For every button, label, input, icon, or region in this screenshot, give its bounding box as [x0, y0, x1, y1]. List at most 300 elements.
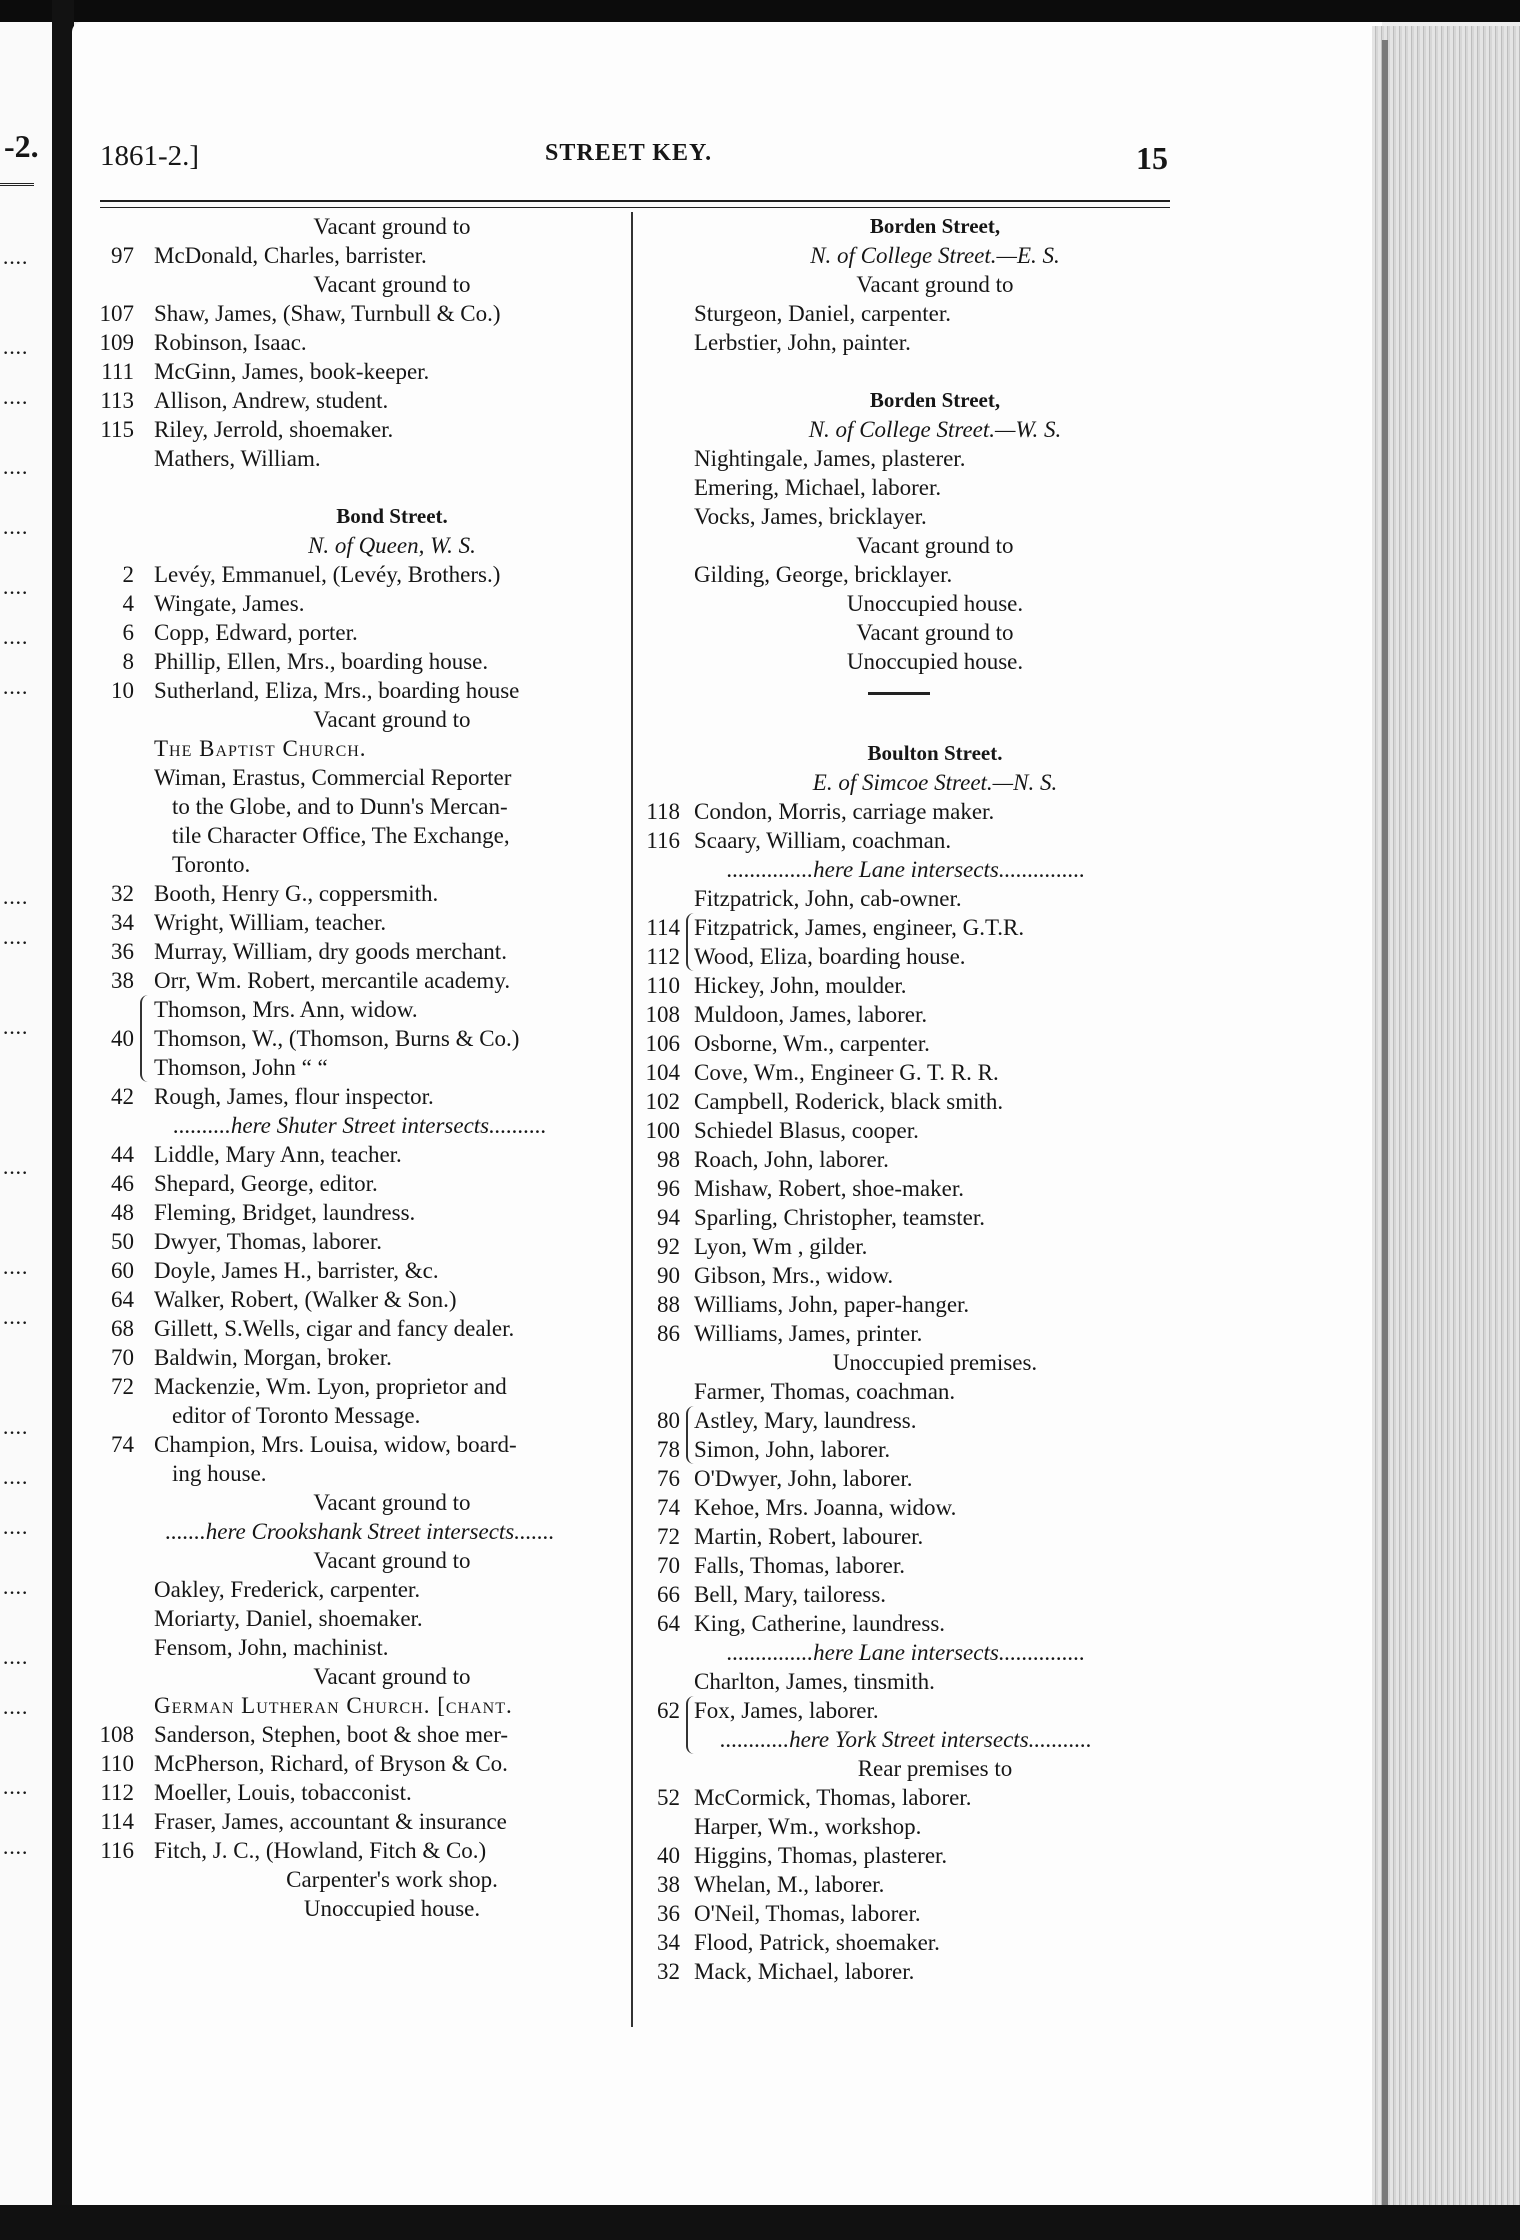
house-number: 44 — [111, 1142, 134, 1167]
house-number: 116 — [646, 828, 680, 853]
directory-entry — [636, 270, 1176, 299]
directory-entry — [90, 589, 630, 618]
house-number: 60 — [111, 1258, 134, 1283]
leader-dots: ···· — [2, 630, 28, 655]
directory-entry — [636, 1464, 1176, 1493]
directory-entry — [90, 299, 630, 328]
directory-entry — [636, 1580, 1176, 1609]
house-number: 64 — [657, 1611, 680, 1636]
entry-text: Cove, Wm., Engineer G. T. R. R. — [694, 1060, 999, 1085]
directory-entry — [636, 560, 1176, 589]
entry-text: Murray, William, dry goods merchant. — [154, 939, 507, 964]
directory-entry — [90, 1285, 630, 1314]
house-number: 109 — [99, 330, 134, 355]
house-number: 38 — [657, 1872, 680, 1897]
house-number: 38 — [111, 968, 134, 993]
entry-text: Williams, James, printer. — [694, 1321, 923, 1346]
house-number: 102 — [645, 1089, 680, 1114]
house-number: 116 — [100, 1838, 134, 1863]
leader-dots: ···· — [2, 890, 28, 915]
house-number: 110 — [646, 973, 680, 998]
leader-dots: ···· — [2, 1310, 28, 1335]
facing-page-rule — [0, 183, 34, 189]
house-number: 110 — [100, 1751, 134, 1776]
house-number: 86 — [657, 1321, 680, 1346]
leader-dots: ···· — [2, 460, 28, 485]
street-heading — [636, 739, 1176, 768]
house-number: 40 — [111, 1026, 134, 1051]
entry-text: Roach, John, laborer. — [694, 1147, 889, 1172]
entry-text: Charlton, James, tinsmith. — [694, 1669, 935, 1694]
directory-entry — [90, 560, 630, 589]
directory-entry — [90, 879, 630, 908]
leader-dots: ···· — [2, 1160, 28, 1185]
directory-entry — [90, 821, 630, 850]
directory-entry — [90, 1488, 630, 1517]
entry-text: N. of College Street.—E. S. — [810, 243, 1060, 268]
directory-entry — [636, 797, 1176, 826]
house-number: 108 — [99, 1722, 134, 1747]
spacer — [636, 357, 1176, 386]
entry-text: Shepard, George, editor. — [154, 1171, 378, 1196]
entry-text: ...............here Lane intersects............... — [726, 857, 1086, 882]
directory-entry — [90, 1662, 630, 1691]
leader-dots: ···· — [2, 1700, 28, 1725]
house-number: 36 — [657, 1901, 680, 1926]
directory-entry — [90, 1372, 630, 1401]
entry-text: Mishaw, Robert, shoe-maker. — [694, 1176, 964, 1201]
entry-text: Vacant ground to — [856, 620, 1014, 645]
entry-text: ..........here Shuter Street intersects.......... — [173, 1113, 547, 1138]
street-heading — [636, 386, 1176, 415]
entry-text: O'Neil, Thomas, laborer. — [694, 1901, 921, 1926]
entry-text: King, Catherine, laundress. — [694, 1611, 946, 1636]
entry-text: ...............here Lane intersects............... — [726, 1640, 1086, 1665]
directory-entry — [636, 618, 1176, 647]
directory-entry — [90, 705, 630, 734]
book-gutter — [52, 0, 74, 2240]
entry-text: Falls, Thomas, laborer. — [694, 1553, 906, 1578]
directory-entry — [90, 1169, 630, 1198]
directory-entry — [90, 1430, 630, 1459]
house-number: 74 — [657, 1495, 680, 1520]
grouping-brace — [686, 913, 694, 971]
directory-entry — [90, 1546, 630, 1575]
grouping-brace — [140, 995, 148, 1082]
entry-text: Vacant ground to — [856, 272, 1014, 297]
entry-text: Unoccupied house. — [303, 1896, 481, 1921]
entry-text: Wood, Eliza, boarding house. — [694, 944, 966, 969]
entry-text: Unoccupied house. — [846, 591, 1024, 616]
directory-entry — [636, 1058, 1176, 1087]
house-number: 98 — [657, 1147, 680, 1172]
directory-entry — [90, 1198, 630, 1227]
intersection-note — [636, 1725, 1176, 1754]
section-divider — [636, 676, 1176, 710]
directory-entry — [636, 971, 1176, 1000]
house-number: 2 — [122, 562, 134, 587]
entry-text: Harper, Wm., workshop. — [694, 1814, 922, 1839]
spacer — [636, 710, 1176, 739]
entry-text: Levéy, Emmanuel, (Levéy, Brothers.) — [154, 562, 501, 587]
directory-entry — [636, 647, 1176, 676]
directory-entry — [636, 1783, 1176, 1812]
directory-entry — [90, 1343, 630, 1372]
entry-text: Wiman, Erastus, Commercial Reporter — [154, 765, 512, 790]
entry-text: Higgins, Thomas, plasterer. — [694, 1843, 948, 1868]
leader-dots: ···· — [2, 1520, 28, 1545]
leader-dots: ···· — [2, 1650, 28, 1675]
house-number: 52 — [657, 1785, 680, 1810]
entry-text: Sturgeon, Daniel, carpenter. — [694, 301, 951, 326]
entry-text: Vacant ground to — [313, 707, 471, 732]
street-heading — [90, 502, 630, 531]
intersection-note — [90, 1111, 630, 1140]
entry-text: Hickey, John, moulder. — [694, 973, 907, 998]
entry-text: Lerbstier, John, painter. — [694, 330, 911, 355]
leader-dots: ···· — [2, 1840, 28, 1865]
entry-text: Fraser, James, accountant & insurance — [154, 1809, 507, 1834]
directory-entry — [90, 734, 630, 763]
entry-text: Thomson, John “ “ — [154, 1055, 328, 1080]
house-number: 106 — [645, 1031, 680, 1056]
directory-entry — [636, 1522, 1176, 1551]
directory-entry — [636, 1377, 1176, 1406]
house-number: 112 — [100, 1780, 134, 1805]
running-header-title: STREET KEY. — [545, 140, 713, 166]
entry-text: Mathers, William. — [154, 446, 321, 471]
house-number: 34 — [111, 910, 134, 935]
entry-text: Mack, Michael, laborer. — [694, 1959, 915, 1984]
house-number: 72 — [657, 1524, 680, 1549]
entry-text: Vocks, James, bricklayer. — [694, 504, 927, 529]
directory-entry — [636, 884, 1176, 913]
directory-entry — [636, 1145, 1176, 1174]
house-number: 64 — [111, 1287, 134, 1312]
street-location — [636, 768, 1176, 797]
house-number: 8 — [122, 649, 134, 674]
entry-text: Vacant ground to — [313, 214, 471, 239]
directory-entry — [90, 1604, 630, 1633]
directory-entry — [636, 1406, 1176, 1435]
house-number: 70 — [111, 1345, 134, 1370]
entry-text: Unoccupied house. — [846, 649, 1024, 674]
house-number: 32 — [111, 881, 134, 906]
directory-entry — [90, 328, 630, 357]
entry-text: Campbell, Roderick, black smith. — [694, 1089, 1004, 1114]
directory-entry — [90, 1894, 630, 1923]
entry-text: Bell, Mary, tailoress. — [694, 1582, 887, 1607]
leader-dots: ···· — [2, 1020, 28, 1045]
directory-entry — [90, 763, 630, 792]
directory-entry — [90, 1459, 630, 1488]
entry-text: Dwyer, Thomas, laborer. — [154, 1229, 382, 1254]
entry-text: Osborne, Wm., carpenter. — [694, 1031, 930, 1056]
intersection-note — [636, 855, 1176, 884]
directory-entry — [636, 531, 1176, 560]
entry-text: McGinn, James, book-keeper. — [154, 359, 430, 384]
leader-dots: ···· — [2, 1260, 28, 1285]
entry-text: tile Character Office, The Exchange, — [172, 823, 510, 848]
directory-entry — [636, 1000, 1176, 1029]
house-number: 92 — [657, 1234, 680, 1259]
leader-dots: ···· — [2, 1470, 28, 1495]
directory-entry — [636, 299, 1176, 328]
directory-entry — [636, 1551, 1176, 1580]
grouping-brace — [686, 1406, 694, 1464]
directory-entry — [636, 826, 1176, 855]
directory-entry — [636, 1928, 1176, 1957]
house-number: 115 — [100, 417, 134, 442]
entry-text: The Baptist Church. — [154, 736, 367, 761]
house-number: 90 — [657, 1263, 680, 1288]
entry-text: Orr, Wm. Robert, mercantile academy. — [154, 968, 511, 993]
house-number: 94 — [657, 1205, 680, 1230]
directory-entry — [636, 1087, 1176, 1116]
directory-entry — [90, 1227, 630, 1256]
entry-text: Scaary, William, coachman. — [694, 828, 952, 853]
entry-text: Martin, Robert, labourer. — [694, 1524, 924, 1549]
leader-dots: ···· — [2, 520, 28, 545]
leader-dots: ···· — [2, 580, 28, 605]
directory-entry — [636, 1812, 1176, 1841]
entry-text: Nightingale, James, plasterer. — [694, 446, 966, 471]
entry-text: N. of College Street.—W. S. — [808, 417, 1062, 442]
entry-text: Gillett, S.Wells, cigar and fancy dealer. — [154, 1316, 515, 1341]
page-edges-stack — [1372, 26, 1520, 2240]
house-number: 74 — [111, 1432, 134, 1457]
house-number: 36 — [111, 939, 134, 964]
entry-text: Lyon, Wm , gilder. — [694, 1234, 868, 1259]
directory-entry — [90, 937, 630, 966]
facing-page-leader-dots — [0, 230, 40, 2030]
entry-text: Whelan, M., laborer. — [694, 1872, 885, 1897]
directory-entry — [90, 386, 630, 415]
house-number: 40 — [657, 1843, 680, 1868]
entry-text: Copp, Edward, porter. — [154, 620, 358, 645]
house-number: 100 — [645, 1118, 680, 1143]
directory-entry — [90, 966, 630, 995]
directory-entry — [636, 913, 1176, 942]
house-number: 111 — [101, 359, 134, 384]
entry-text: Williams, John, paper-hanger. — [694, 1292, 970, 1317]
house-number: 4 — [122, 591, 134, 616]
grouping-brace — [686, 1696, 694, 1754]
directory-entry — [636, 1232, 1176, 1261]
street-name: Borden Street, — [869, 214, 1001, 238]
directory-entry — [636, 1609, 1176, 1638]
house-number: 62 — [657, 1698, 680, 1723]
house-number: 68 — [111, 1316, 134, 1341]
entry-text: Gilding, George, bricklayer. — [694, 562, 953, 587]
entry-text: Vacant ground to — [313, 1490, 471, 1515]
entry-text: Thomson, Mrs. Ann, widow. — [154, 997, 418, 1022]
house-number: 72 — [111, 1374, 134, 1399]
directory-entry — [636, 1116, 1176, 1145]
house-number: 42 — [111, 1084, 134, 1109]
directory-entry — [90, 1807, 630, 1836]
house-number: 50 — [111, 1229, 134, 1254]
house-number: 113 — [100, 388, 134, 413]
entry-text: Vacant ground to — [856, 533, 1014, 558]
directory-entry — [636, 1899, 1176, 1928]
left-column — [90, 212, 630, 1923]
entry-text: Walker, Robert, (Walker & Son.) — [154, 1287, 457, 1312]
entry-text: to the Globe, and to Dunn's Mercan- — [172, 794, 508, 819]
directory-entry — [636, 444, 1176, 473]
directory-entry — [90, 792, 630, 821]
street-name: Boulton Street. — [867, 741, 1003, 765]
directory-entry — [636, 1870, 1176, 1899]
house-number: 114 — [646, 915, 680, 940]
entry-text: Mackenzie, Wm. Lyon, proprietor and — [154, 1374, 507, 1399]
entry-text: Sutherland, Eliza, Mrs., boarding house — [154, 678, 520, 703]
page-edge-shadow — [1382, 40, 1388, 2240]
directory-entry — [90, 1749, 630, 1778]
directory-entry — [636, 1667, 1176, 1696]
entry-text: Sparling, Christopher, teamster. — [694, 1205, 986, 1230]
street-heading — [636, 212, 1176, 241]
entry-text: Condon, Morris, carriage maker. — [694, 799, 995, 824]
directory-entry — [636, 1754, 1176, 1783]
directory-entry — [636, 1290, 1176, 1319]
entry-text: Fitch, J. C., (Howland, Fitch & Co.) — [154, 1838, 487, 1863]
house-number: 96 — [657, 1176, 680, 1201]
directory-entry — [636, 1203, 1176, 1232]
directory-entry — [636, 1841, 1176, 1870]
column-divider — [631, 212, 633, 2027]
directory-entry — [90, 850, 630, 879]
entry-text: Vacant ground to — [313, 1664, 471, 1689]
entry-text: ............here York Street intersects........... — [720, 1727, 1092, 1752]
street-location — [90, 531, 630, 560]
directory-entry — [90, 676, 630, 705]
directory-entry — [90, 212, 630, 241]
house-number: 32 — [657, 1959, 680, 1984]
leader-dots: ···· — [2, 390, 28, 415]
leader-dots: ···· — [2, 250, 28, 275]
entry-text: Vacant ground to — [313, 272, 471, 297]
leader-dots: ···· — [2, 340, 28, 365]
spacer — [90, 473, 630, 502]
entry-text: Toronto. — [172, 852, 251, 877]
house-number: 104 — [645, 1060, 680, 1085]
directory-entry — [636, 328, 1176, 357]
leader-dots: ···· — [2, 680, 28, 705]
directory-entry — [90, 1140, 630, 1169]
directory-entry — [90, 1633, 630, 1662]
directory-entry — [636, 1029, 1176, 1058]
entry-text: Vacant ground to — [313, 1548, 471, 1573]
directory-entry — [90, 1256, 630, 1285]
house-number: 107 — [99, 301, 134, 326]
leader-dots: ···· — [2, 1780, 28, 1805]
entry-text: Fleming, Bridget, laundress. — [154, 1200, 416, 1225]
directory-entry — [90, 908, 630, 937]
entry-text: Oakley, Frederick, carpenter. — [154, 1577, 421, 1602]
entry-text: Moriarty, Daniel, shoemaker. — [154, 1606, 423, 1631]
entry-text: .......here Crookshank Street intersects....... — [165, 1519, 555, 1544]
entry-text: Muldoon, James, laborer. — [694, 1002, 928, 1027]
facing-page-header-fragment: -2. — [4, 128, 39, 164]
house-number: 108 — [645, 1002, 680, 1027]
directory-entry — [636, 1957, 1176, 1986]
entry-text: McDonald, Charles, barrister. — [154, 243, 427, 268]
directory-entry — [636, 1493, 1176, 1522]
entry-text: Fitzpatrick, John, cab-owner. — [694, 886, 962, 911]
entry-text: O'Dwyer, John, laborer. — [694, 1466, 913, 1491]
leader-dots: ···· — [2, 930, 28, 955]
house-number: 97 — [111, 243, 134, 268]
directory-entry — [90, 1836, 630, 1865]
directory-entry — [90, 995, 630, 1024]
entry-text: Baldwin, Morgan, broker. — [154, 1345, 392, 1370]
house-number: 10 — [111, 678, 134, 703]
page-number: 15 — [1136, 140, 1168, 176]
intersection-note — [636, 1638, 1176, 1667]
directory-entry — [90, 1691, 630, 1720]
intersection-note — [90, 1517, 630, 1546]
directory-entry — [90, 1865, 630, 1894]
entry-text: Kehoe, Mrs. Joanna, widow. — [694, 1495, 957, 1520]
entry-text: German Lutheran Church. [chant. — [154, 1693, 513, 1718]
directory-entry — [636, 1261, 1176, 1290]
directory-entry — [90, 1720, 630, 1749]
directory-entry — [636, 1319, 1176, 1348]
directory-entry — [636, 1174, 1176, 1203]
house-number: 6 — [122, 620, 134, 645]
directory-entry — [90, 647, 630, 676]
directory-entry — [90, 415, 630, 444]
directory-entry — [636, 589, 1176, 618]
house-number: 48 — [111, 1200, 134, 1225]
house-number: 80 — [657, 1408, 680, 1433]
entry-text: Carpenter's work shop. — [286, 1867, 498, 1892]
house-number: 66 — [657, 1582, 680, 1607]
entry-text: editor of Toronto Message. — [172, 1403, 421, 1428]
directory-entry — [90, 1575, 630, 1604]
house-number: 88 — [657, 1292, 680, 1317]
running-header-year: 1861-2.] — [100, 140, 200, 172]
entry-text: Gibson, Mrs., widow. — [694, 1263, 894, 1288]
entry-text: Rough, James, flour inspector. — [154, 1084, 434, 1109]
entry-text: Liddle, Mary Ann, teacher. — [154, 1142, 402, 1167]
entry-text: Booth, Henry G., coppersmith. — [154, 881, 439, 906]
entry-text: Sanderson, Stephen, boot & shoe mer- — [154, 1722, 509, 1747]
entry-text: Riley, Jerrold, shoemaker. — [154, 417, 394, 442]
entry-text: McPherson, Richard, of Bryson & Co. — [154, 1751, 508, 1776]
entry-text: Moeller, Louis, tobacconist. — [154, 1780, 412, 1805]
divider-line — [868, 692, 930, 695]
entry-text: Simon, John, laborer. — [694, 1437, 891, 1462]
directory-entry — [90, 618, 630, 647]
entry-text: Wingate, James. — [154, 591, 305, 616]
directory-entry — [90, 270, 630, 299]
entry-text: Champion, Mrs. Louisa, widow, board- — [154, 1432, 517, 1457]
directory-entry — [90, 1082, 630, 1111]
entry-text: ing house. — [172, 1461, 267, 1486]
entry-text: Farmer, Thomas, coachman. — [694, 1379, 956, 1404]
scan-bottom-border — [0, 2205, 1520, 2240]
directory-entry — [636, 1348, 1176, 1377]
entry-text: Fox, James, laborer. — [694, 1698, 879, 1723]
leader-dots: ···· — [2, 1420, 28, 1445]
entry-text: Thomson, W., (Thomson, Burns & Co.) — [154, 1026, 520, 1051]
house-number: 34 — [657, 1930, 680, 1955]
house-number: 76 — [657, 1466, 680, 1491]
directory-entry — [636, 1696, 1176, 1725]
directory-entry — [636, 473, 1176, 502]
